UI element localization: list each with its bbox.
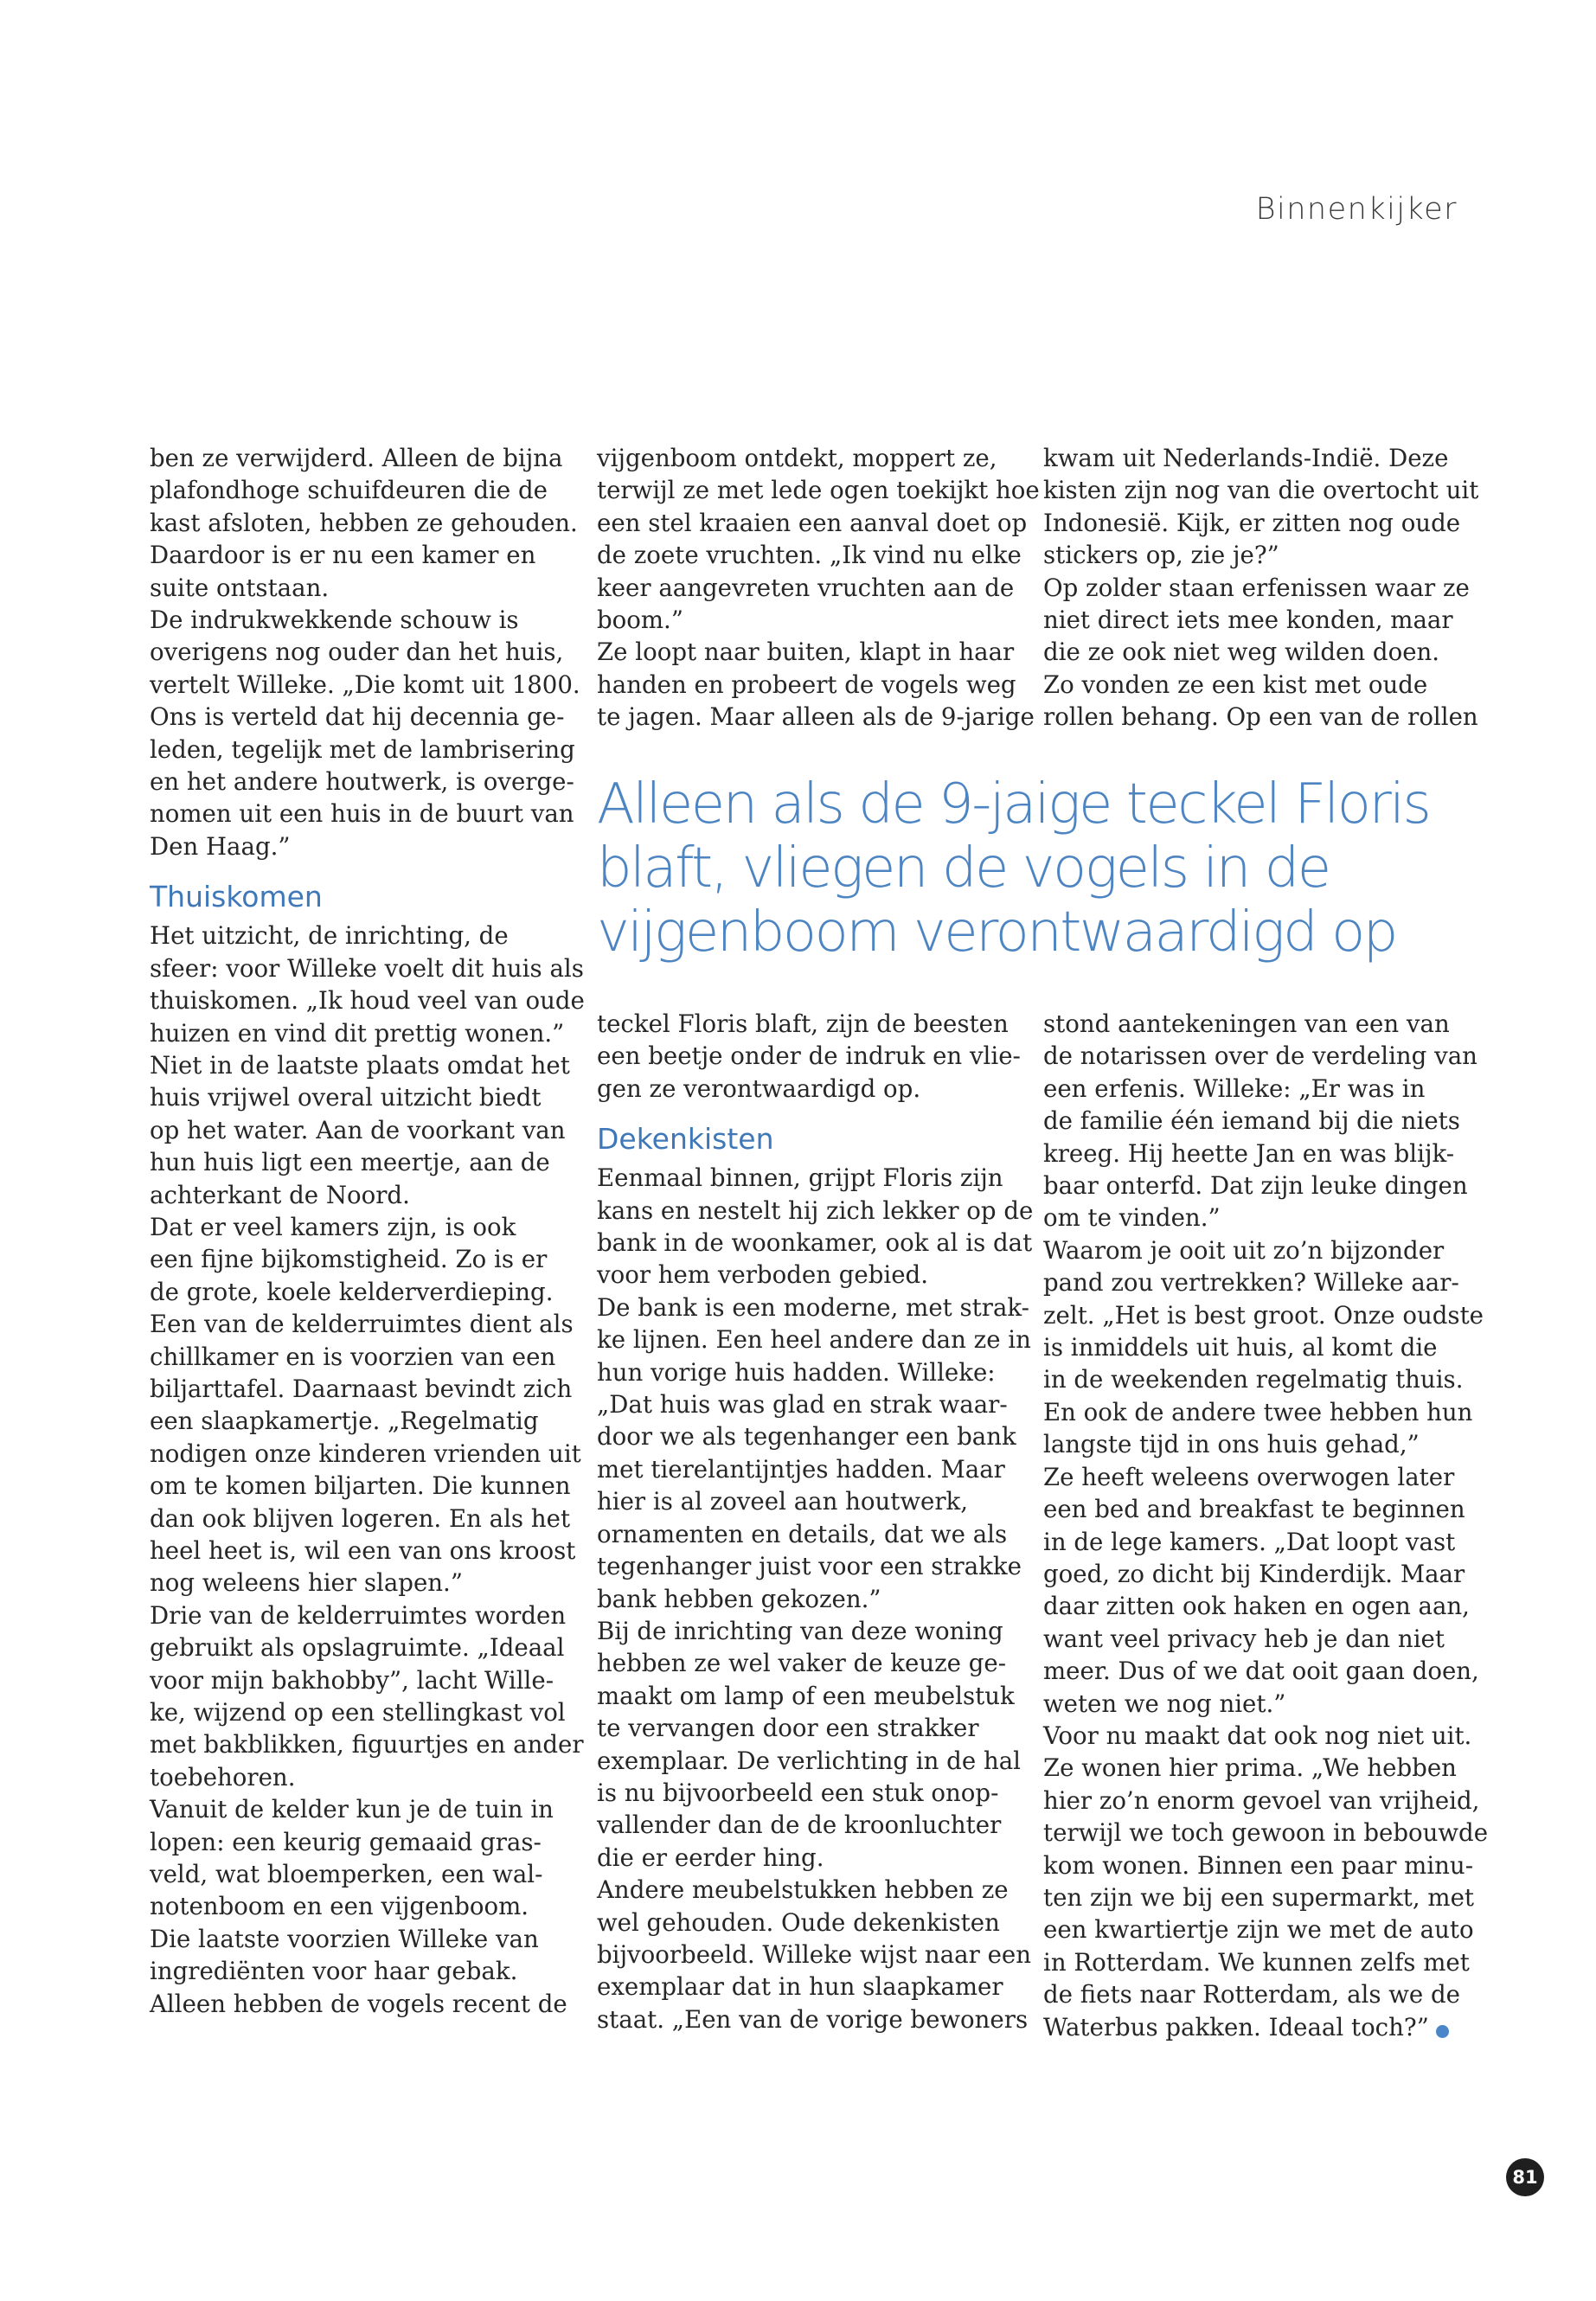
page-number-badge: 81	[1506, 2158, 1544, 2196]
article-column-3-top	[1043, 442, 1478, 734]
column-1-intro: ben ze verwijderd. Alleen de bijna plafondhoge schuifdeuren die de kast afsloten, hebben ze gehouden. Daardoor is er nu een kamer en suite ontstaan. De indrukwekkende schouw is overigens nog ouder dan het huis, vertelt Willeke. „Die komt uit 1800. Ons is verteld dat hij decennia ge- leden, tegelijk met de lambrisering en het andere houtwerk, is overge- nomen uit een huis in de buurt van Den Haag.”	[150, 444, 580, 861]
column-3-top-text: kwam uit Nederlands-Indië. Deze kisten zijn nog van die overtocht uit Indonesië. Kijk, er zitten nog oude stickers op, zie je?” Op zolder staan erfenissen waar ze niet direct iets mee konden, maar die ze ook niet weg wilden doen. Zo vonden ze een kist met oude rollen behang. Op een van de rollen	[1043, 444, 1479, 732]
article-column-2-bottom	[597, 1008, 1033, 2035]
column-2-body: Eenmaal binnen, grijpt Floris zijn kans en nestelt hij zich lekker op de bank in de woonkamer, ook al is dat voor hem verboden gebied. De bank is een moderne, met strak- ke lijnen. Een heel andere dan ze in hun vorige huis hadden. Willeke: „Dat huis was glad en strak waar- door we als tegenhanger een bank met tierelantijntjes hadden. Maar hier is al zoveel aan houtwerk, ornamenten en details, dat we als tegenhanger juist voor een strakke bank hebben gekozen.” Bij de inrichting van deze woning hebben ze wel vaker de keuze ge- maakt om lamp of een meubelstuk te vervangen door een strakker exemplaar. De verlichting in de hal is nu bijvoorbeeld een stuk onop- vallender dan de de kroonluchter die er eerder hing. Andere meubelstukken hebben ze wel gehouden. Oude dekenkisten bijvoorbeeld. Willeke wijst naar een exemplaar dat in hun slaapkamer staat. „Een van de vorige bewoners	[597, 1163, 1034, 2034]
article-column-1	[150, 442, 585, 2020]
column-3-bottom-text: stond aantekeningen van een van de notarissen over de verdeling van een erfenis. Willeke: „Er was in de familie één iemand bij die niets kreeg. Hij heette Jan en was blijk- baar onterfd. Dat zijn leuke dingen om te vinden.” Waarom je ooit uit zo’n bijzonder pand zou vertrekken? Willeke aar- zelt. „Het is best groot. Onze oudste is inmiddels uit huis, al komt die in de weekenden regelmatig thuis. En ook de andere twee hebben hun langste tijd in ons huis gehad,” Ze heeft weleens overwogen later een bed and breakfast te beginnen in de lege kamers. „Dat loopt vast goed, zo dicht bij Kinderdijk. Maar daar zitten ook haken en ogen aan, want veel privacy heb je dan niet meer. Dus of we dat ooit gaan doen, weten we nog niet.” Voor nu maakt dat ook nog niet uit. Ze wonen hier prima. „We hebben hier zo’n enorm gevoel van vrijheid, terwijl we toch gewoon in bebouwde kom wonen. Binnen een paar minu- ten zijn we bij een supermarkt, met een kwartiertje zijn we met de auto in Rotterdam. We kunnen zelfs met de fiets naar Rotterdam, als we de Waterbus pakken. Ideaal toch?”	[1043, 1009, 1489, 2041]
pull-quote: Alleen als de 9-jaige teckel Floris blaft, vliegen de vogels in de vijgenboom verontwaardigd op	[597, 772, 1430, 965]
subheading-thuiskomen: Thuiskomen	[150, 880, 323, 914]
article-column-3-bottom	[1043, 1008, 1488, 2043]
end-mark-dot-icon	[1436, 2025, 1449, 2038]
article-column-2-top	[597, 442, 1040, 734]
column-1-body: Het uitzicht, de inrichting, de sfeer: voor Willeke voelt dit huis als thuiskomen. „Ik houd veel van oude huizen en vind dit prettig wonen.” Niet in de laatste plaats omdat het huis vrijwel overal uitzicht biedt op het water. Aan de voorkant van hun huis ligt een meertje, aan de achterkant de Noord. Dat er veel kamers zijn, is ook een fijne bijkomstigheid. Zo is er de grote, koele kelderverdieping. Een van de kelderruimtes dient als chillkamer en is voorzien van een biljarttafel. Daarnaast bevindt zich een slaapkamertje. „Regelmatig nodigen onze kinderen vrienden uit om te komen biljarten. Die kunnen dan ook blijven logeren. En als het heel heet is, wil een van ons kroost nog weleens hier slapen.” Drie van de kelderruimtes worden gebruikt als opslagruimte. „Ideaal voor mijn bakhobby”, lacht Wille- ke, wijzend op een stellingkast vol met bakblikken, figuurtjes en ander toebehoren. Vanuit de kelder kun je de tuin in lopen: een keurig gemaaid gras- veld, wat bloemperken, een wal- notenboom en een vijgenboom. Die laatste voorzien Willeke van ingrediënten voor haar gebak. Alleen hebben de vogels recent de	[150, 921, 585, 2018]
column-2-bottom-intro: teckel Floris blaft, zijn de beesten een beetje onder de indruk en vlie- gen ze verontwaardigd op.	[597, 1009, 1021, 1103]
section-label: Binnenkijker	[1255, 192, 1458, 227]
column-2-top-text: vijgenboom ontdekt, moppert ze, terwijl ze met lede ogen toekijkt hoe een stel kraaien een aanval doet op de zoete vruchten. „Ik vind nu elke keer aangevreten vruchten aan de boom.” Ze loopt naar buiten, klapt in haar handen en probeert de vogels weg te jagen. Maar alleen als de 9-jarige	[597, 444, 1040, 732]
subheading-dekenkisten: Dekenkisten	[597, 1122, 774, 1157]
